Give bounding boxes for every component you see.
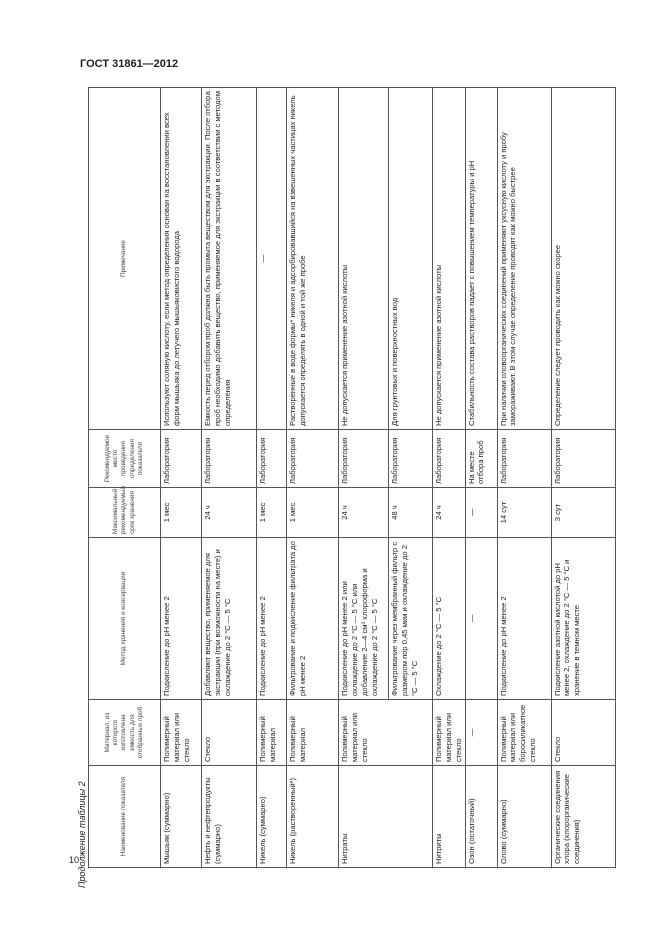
cell-name: Озон (остаточный) (465, 766, 497, 868)
cell-name: Нефть и нефтепродукты (суммарно) (202, 766, 257, 868)
cell-place: На месте отбора проб (465, 430, 497, 488)
cell-term: — (465, 488, 497, 538)
cell-place: Лаборатория (339, 430, 389, 488)
cell-note: Емкость перед отбором проб должна быть промыта веществом для экстракции. После отбора проб необходимо добавить вещество, применяемое для экстракции в соответствии с методом определения (202, 88, 257, 430)
table-row (551, 88, 615, 868)
cell-method: Охлаждение до 2 °С — 5 °С (433, 538, 466, 700)
cell-material: Полимерный материал или стекло (433, 700, 466, 766)
column-header: Максимальный рекомендуемый срок хранения (89, 488, 161, 538)
table-row (257, 88, 287, 868)
cell-term: 24 ч (433, 488, 466, 538)
cell-note: Не допускается применение азотной кислоты (339, 88, 389, 430)
cell-name: Никель (суммарно) (257, 766, 287, 868)
cell-material: Полимерный материал (257, 700, 287, 766)
cell-term: 24 ч (202, 488, 257, 538)
cell-term: 14 сут (497, 488, 551, 538)
cell-place: Лаборатория (202, 430, 257, 488)
page-number: 10 (69, 855, 80, 865)
column-header: Примечание (89, 88, 161, 430)
cell-term: 24 ч (339, 488, 389, 538)
cell-note: Растворенные в воде формы* никеля и адсорбировавшийся на взвешенных частицах никель допускается определять в одной и той же пробе (287, 88, 339, 430)
cell-note: Стабильность состава растворов падает с повышением температуры и pH (465, 88, 497, 430)
storage-table (88, 87, 616, 868)
cell-material: Полимерный материал или стекло (161, 700, 202, 766)
cell-material: — (465, 700, 497, 766)
cell-note: Определение следует проводить как можно скорее (551, 88, 615, 430)
table-row (202, 88, 257, 868)
cell-place: Лаборатория (161, 430, 202, 488)
cell-place: Лаборатория (551, 430, 615, 488)
cell-term: 1 мес (161, 488, 202, 538)
column-header: Метод хранения и консервации (89, 538, 161, 700)
cell-method: Подкисление до pH менее 2 или охлаждение до 2 °С — 5 °С или добавление 2—4 см³ хлороформа и охлаждение до 2 °С — 5 °С (339, 538, 389, 700)
cell-place: Лаборатория (497, 430, 551, 488)
table-row (287, 88, 339, 868)
cell-name: Мышьяк (суммарно) (161, 766, 202, 868)
column-header: Наименование показателя (89, 766, 161, 868)
cell-name: Олово (суммарно) (497, 766, 551, 868)
column-header: Материал, из которого изготовлена емкость для отобранных проб (89, 700, 161, 766)
cell-method: Фильтрование и подкисление фильтрата до pH менее 2 (287, 538, 339, 700)
cell-term: 1 мес (257, 488, 287, 538)
column-header: Рекомендуемое место проведения определения показателя (89, 430, 161, 488)
rotated-table-container (88, 88, 583, 868)
cell-method: Фильтрование через мембранный фильтр с размером пор 0,45 мкм и охлаждение до 2 °С — 5 °С (389, 538, 433, 700)
cell-name: Нитраты (339, 766, 433, 868)
document-title: ГОСТ 31861—2012 (80, 58, 179, 70)
cell-term: 3 сут (551, 488, 615, 538)
cell-material: Полимерный материал или стекло (339, 700, 433, 766)
cell-method: Подкисление до pH менее 2 (257, 538, 287, 700)
cell-term: 1 мес (287, 488, 339, 538)
cell-place: Лаборатория (257, 430, 287, 488)
cell-name: Органические соединения хлора (хлорорганические соединения) (551, 766, 615, 868)
cell-term: 48 ч (389, 488, 433, 538)
table-row (497, 88, 551, 868)
cell-note: При наличии оловоорганических соединений применяют уксусную кислоту и пробу замораживают. В этом случае определение проводят как можно быстрее (497, 88, 551, 430)
cell-material: Стекло (202, 700, 257, 766)
cell-place: Лаборатория (287, 430, 339, 488)
cell-name: Никель (растворенный*) (287, 766, 339, 868)
cell-note: Не допускается применение азотной кислоты (433, 88, 466, 430)
cell-note: Для грунтовых и поверхностных вод (389, 88, 433, 430)
cell-material: Полимерный материал или боросиликатное стекло (497, 700, 551, 766)
table-row (465, 88, 497, 868)
table-caption: Продолжение таблицы 2 (77, 781, 87, 888)
cell-place: Лаборатория (433, 430, 466, 488)
cell-note: Используют соляную кислоту, если метод определения основан на восстановлении всех форм мышьяка до летучего мышьяковистого водорода (161, 88, 202, 430)
cell-note: — (257, 88, 287, 430)
table-header-row (89, 88, 161, 868)
cell-material: Стекло (551, 700, 615, 766)
cell-name: Нитриты (433, 766, 466, 868)
cell-method: Добавляют вещество, применяемое для экстракции (при возможности на месте) и охлаждение до 2 °С — 5 °С (202, 538, 257, 700)
cell-method: Подкисление азотной кислотой до pH менее 2, охлаждение до 2 °С — 5 °С и хранение в темном месте (551, 538, 615, 700)
cell-method: Подкисление до pH менее 2 (161, 538, 202, 700)
cell-method: Подкисление до pH менее 2 (497, 538, 551, 700)
table-row (339, 88, 389, 868)
table-row (161, 88, 202, 868)
table-row (433, 88, 466, 868)
cell-method: — (465, 538, 497, 700)
cell-place: Лаборатория (389, 430, 433, 488)
cell-material: Полимерный материал (287, 700, 339, 766)
